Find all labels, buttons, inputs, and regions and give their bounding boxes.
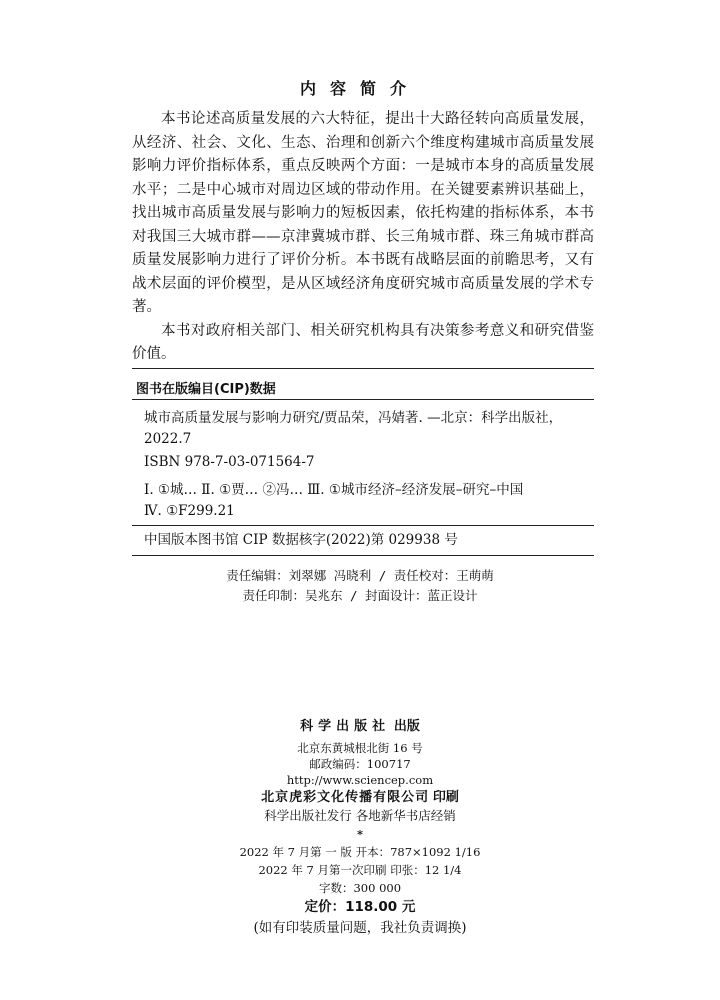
price — [0, 899, 720, 915]
printer-name: 北京虎彩文化传播有限公司 — [261, 790, 430, 805]
quality-note-text: (如有印装质量问题，我社负责调换) — [253, 920, 467, 936]
publisher-line — [0, 718, 720, 735]
distribution: 科学出版社发行 各地新华书店经销 — [264, 808, 456, 823]
summary-body — [132, 108, 594, 367]
publisher-postcode: 邮政编码：100717 — [309, 757, 411, 771]
word-count: 字数：300 000 — [318, 881, 402, 895]
editor-credits: 责任编辑：刘翠娜 冯晓利 / 责任校对：王萌萌 — [226, 568, 494, 583]
cip-classification: Ⅰ. ①城… Ⅱ. ①贾… ②冯… Ⅲ. ①城市经济–经济发展–研究–中国 — [144, 482, 524, 498]
publisher-name: 科学出版社 — [300, 719, 391, 734]
printer-line — [0, 789, 720, 806]
publisher-address: 北京东黄城根北街 16 号 — [297, 741, 423, 755]
summary-paragraph: 本书论述高质量发展的六大特征，提出十大路径转向高质量发展，从经济、社会、文化、生态、治理和创新六个维度构建城市高质量发展影响力评价指标体系，重点反映两个方面：一是城市本身的高质量发展水平；二是中心城市对周边区域的带动作用。在关键要素辨识基础上，找出城市高质量发展与影响力的短板因素，依托构建的指标体系，本书对我国三大城市群——京津冀城市群、长三角城市群、珠三角城市群高质量发展影响力进行了评价分析。本书既有战略层面的前瞻思考，又有战术层面的评价模型，是从区域经济角度研究城市高质量发展的学术专著。 — [132, 111, 594, 315]
price-text: 定价：118.00 元 — [304, 899, 416, 915]
cip-isbn: ISBN 978-7-03-071564-7 — [144, 454, 315, 470]
separator: * — [356, 827, 363, 841]
edition-info: 2022 年 7 月第 一 版 开本：787×1092 1/16 — [239, 845, 481, 859]
production-credits: 责任印制：吴兆东 / 封面设计：蓝正设计 — [242, 588, 478, 603]
cip-top-rule — [132, 368, 594, 369]
printing-info: 2022 年 7 月第一次印刷 印张：12 1/4 — [258, 863, 462, 877]
cip-record: 城市高质量发展与影响力研究/贾品荣，冯婧著. —北京：科学出版社，2022.7 — [144, 410, 563, 447]
printer-suffix: 印刷 — [432, 790, 459, 805]
publisher-suffix: 出版 — [393, 719, 420, 734]
cip-middle-rule — [132, 525, 594, 526]
cip-heading: 图书在版编目(CIP)数据 — [136, 382, 276, 397]
publisher-website[interactable]: http://www.sciencep.com — [286, 773, 434, 787]
summary-title: 内容简介 — [299, 79, 420, 98]
cip-heading-rule — [132, 399, 594, 400]
cip-bottom-rule — [132, 555, 594, 556]
cip-number: 中国版本图书馆 CIP 数据核字(2022)第 029938 号 — [144, 532, 458, 548]
summary-paragraph: 本书对政府相关部门、相关研究机构具有决策参考意义和研究借鉴价值。 — [132, 322, 594, 362]
cip-classification: Ⅳ. ①F299.21 — [144, 503, 235, 519]
quality-note — [0, 920, 720, 936]
